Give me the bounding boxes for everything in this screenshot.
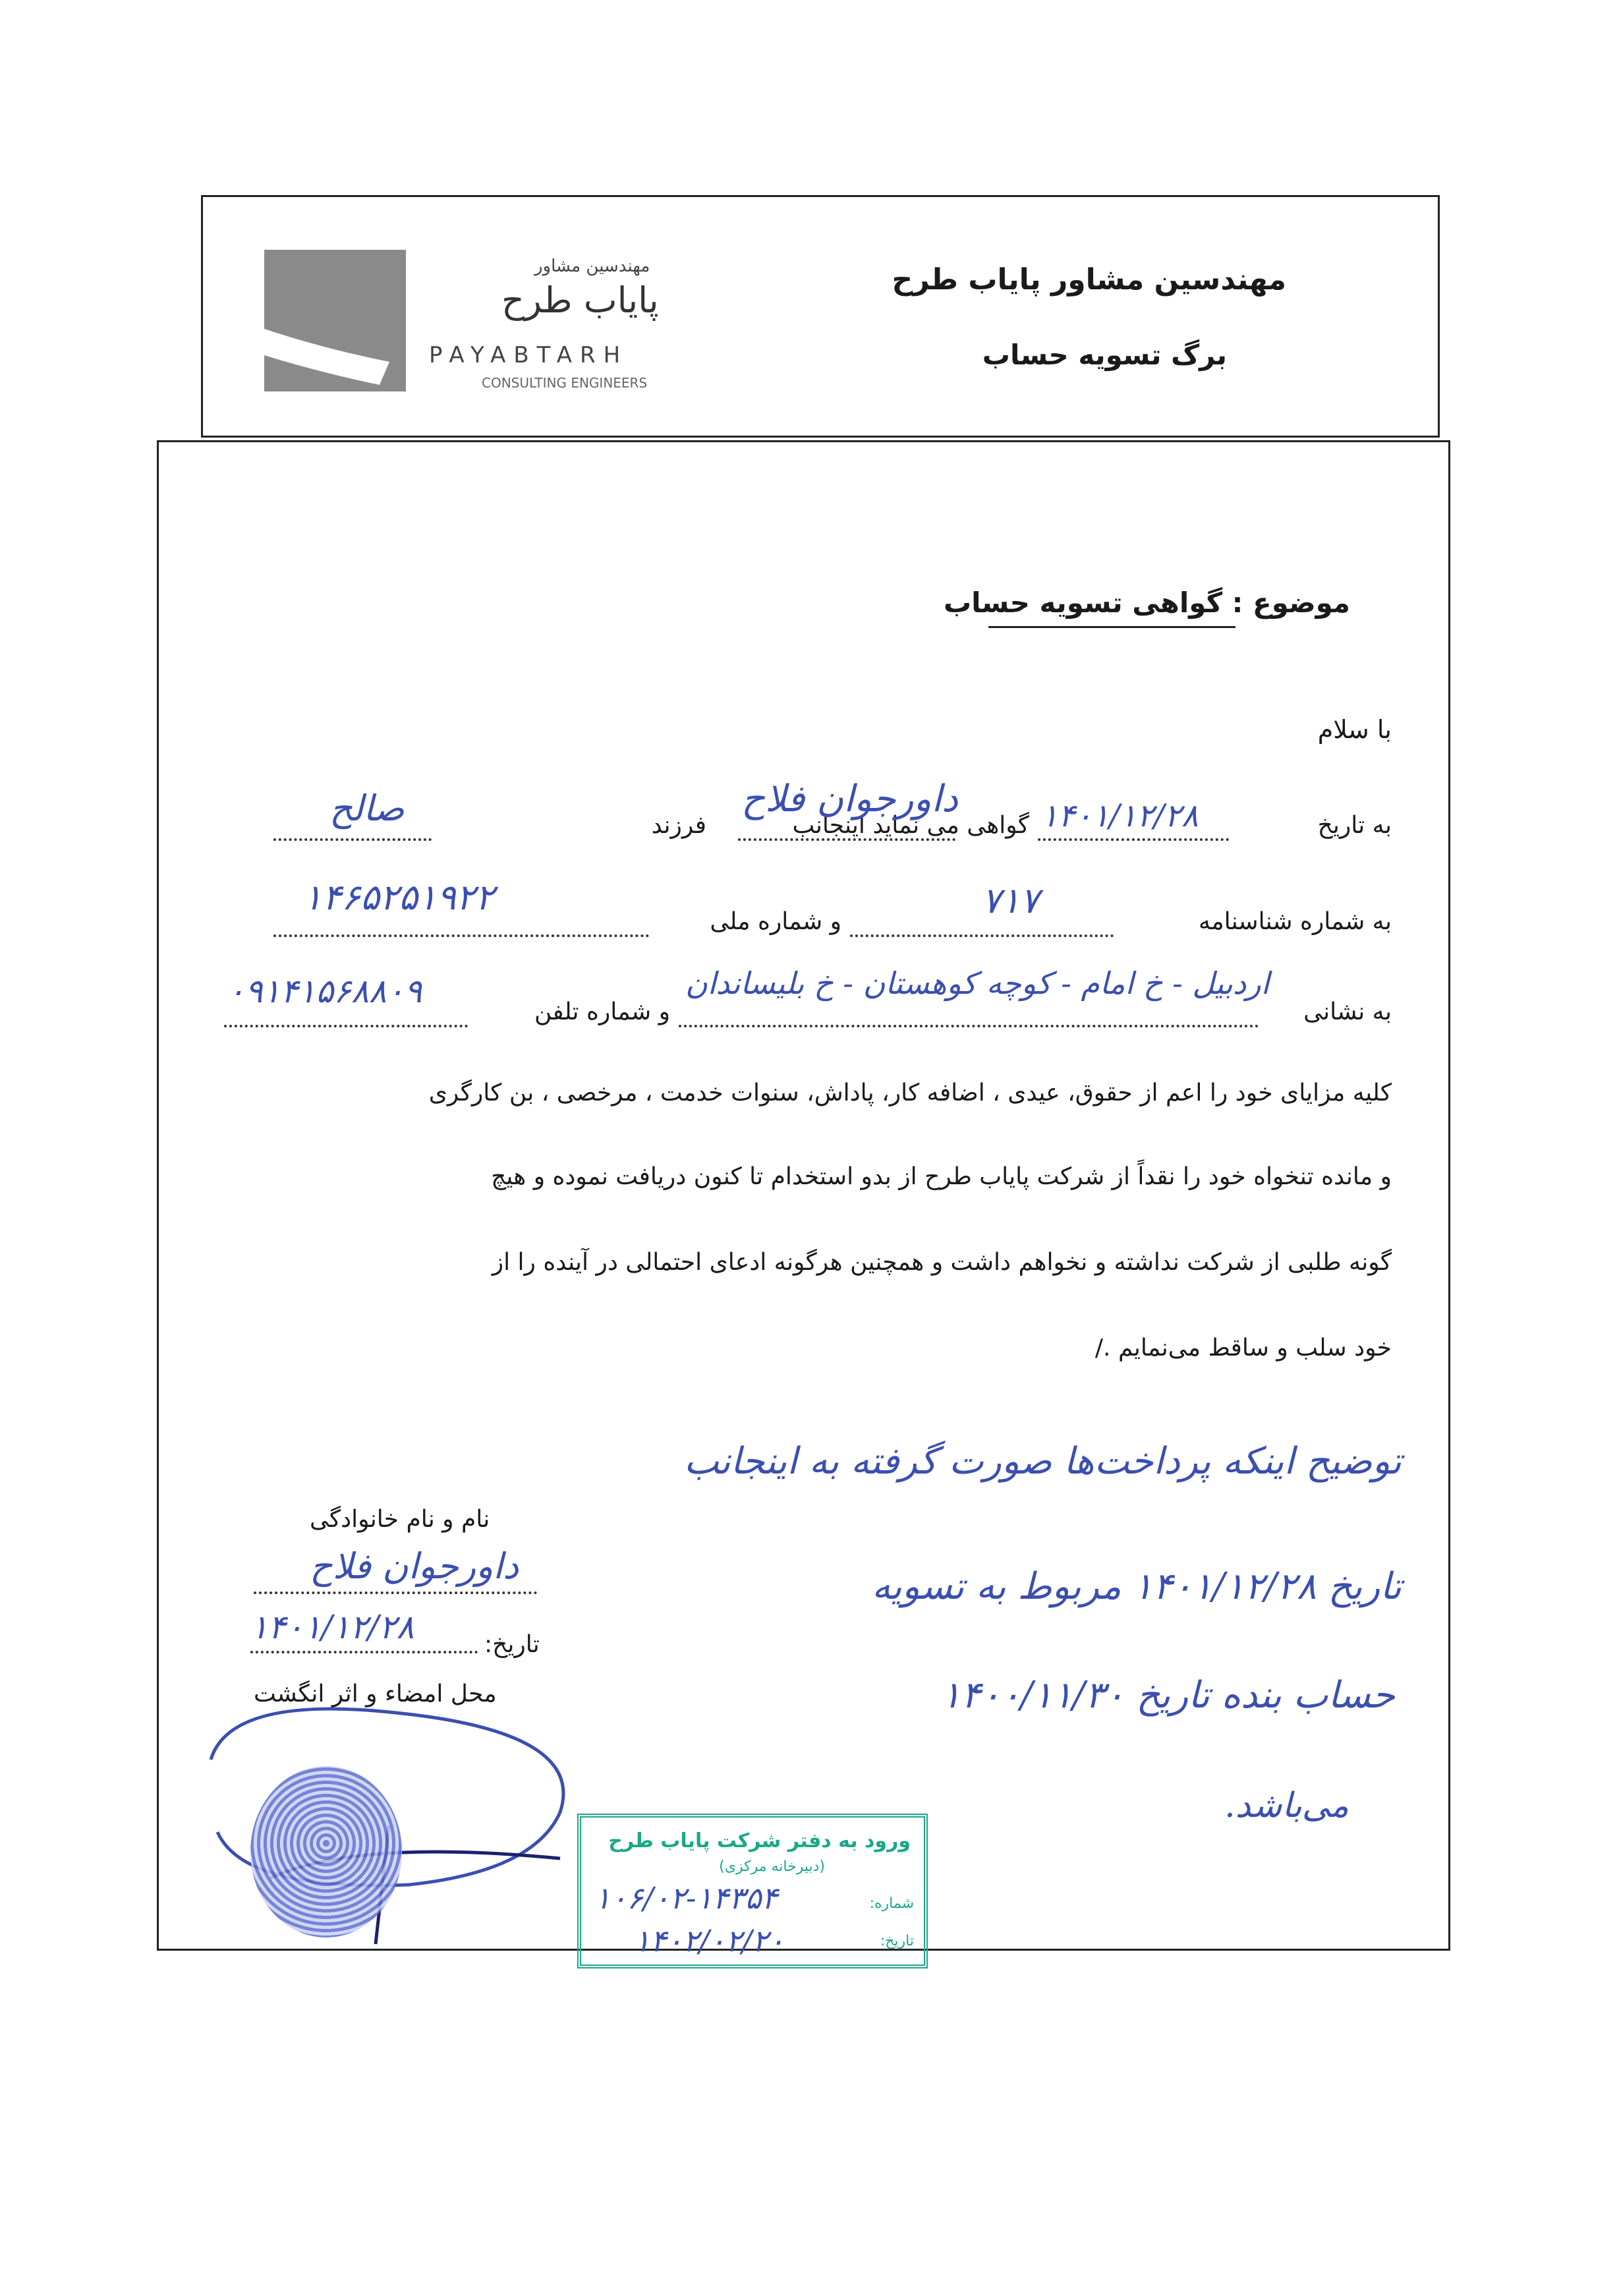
line2-national-value: ۱۴۶۵۲۵۱۹۲۲ <box>303 876 495 918</box>
line2-prefix: به شماره شناسنامه <box>1199 908 1392 935</box>
fingerprint-icon <box>250 1766 402 1937</box>
line2-id-field <box>850 934 1114 937</box>
stamp-subtitle: (دبیرخانه مرکزی) <box>719 1858 825 1875</box>
line3-address-value: اردبیل - خ امام - کوچه کوهستان - خ بلیساندان <box>685 965 1270 1001</box>
note-line-1: توضیح اینکه پرداخت‌ها صورت گرفته به اینجانب <box>683 1440 1402 1483</box>
stamp-title: ورود به دفتر شرکت پایاب طرح <box>608 1829 911 1852</box>
header-box <box>201 195 1440 438</box>
para-line-3: گونه طلبی از شرکت نداشته و نخواهم داشت و همچنین هرگونه ادعای احتمالی در آینده را از <box>492 1249 1392 1276</box>
greeting: با سلام <box>1317 715 1392 744</box>
sign-name-field <box>254 1592 537 1594</box>
line1-father-value: صالح <box>329 788 405 829</box>
sign-date-field <box>250 1651 478 1653</box>
line1-middle: گواهی می نماید اینجانب <box>792 812 1029 839</box>
line1-child-of: فرزند <box>651 812 706 839</box>
line1-name-field <box>738 838 955 841</box>
sign-place-label: محل امضاء و اثر انگشت <box>254 1680 497 1708</box>
line3-middle: و شماره تلفن <box>534 998 670 1025</box>
line3-address-field <box>679 1025 1259 1027</box>
note-line-4: می‌باشد. <box>1224 1786 1349 1825</box>
line1-date-value: ۱۴۰۱/۱۲/۲۸ <box>1041 797 1199 834</box>
line2-id-value: ۷۱۷ <box>982 880 1040 921</box>
line1-date-field <box>1038 838 1229 841</box>
stamp-number-value: ۱۰۶/۰۲-۱۴۳۵۴ <box>594 1880 778 1916</box>
line2-middle: و شماره ملی <box>710 908 841 935</box>
sign-name-value: داورجوان فلاح <box>310 1545 519 1587</box>
sign-date-label: تاریخ: <box>484 1631 540 1658</box>
sign-date-value: ۱۴۰۱/۱۲/۲۸ <box>250 1608 414 1646</box>
para-line-1: کلیه مزایای خود را اعم از حقوق، عیدی ، اضافه کار، پاداش، سنوات خدمت ، مرخصی ، بن کارگری <box>428 1079 1392 1106</box>
line3-phone-field <box>224 1025 468 1027</box>
subject-underline <box>988 626 1236 628</box>
company-logo <box>264 250 739 401</box>
logo-en-name: PAYABTARH <box>429 342 629 368</box>
logo-en-sub: CONSULTING ENGINEERS <box>482 375 648 391</box>
stamp-date-value: ۱۴۰۲/۰۲/۲۰ <box>634 1923 785 1959</box>
logo-fa-name: پایاب طرح <box>501 279 659 321</box>
form-title: برگ تسویه حساب <box>982 339 1227 371</box>
sign-name-label: نام و نام خانوادگی <box>310 1506 490 1533</box>
line3-phone-value: ۰۹۱۴۱۵۶۸۸۰۹ <box>227 972 422 1010</box>
stamp-number-label: شماره: <box>869 1895 914 1912</box>
para-line-4: خود سلب و ساقط می‌نمایم ./ <box>1094 1335 1392 1362</box>
stamp-date-label: تاریخ: <box>880 1933 914 1949</box>
line1-father-field <box>273 838 432 841</box>
line1-prefix: به تاریخ <box>1317 812 1392 839</box>
subject-line: موضوع : گواهی تسویه حساب <box>943 587 1350 619</box>
line3-prefix: به نشانی <box>1303 998 1392 1025</box>
logo-mark-icon <box>264 250 406 391</box>
note-line-3: حساب بنده تاریخ ۱۴۰۰/۱۱/۳۰ <box>941 1674 1395 1717</box>
note-line-2: تاریخ ۱۴۰۱/۱۲/۲۸ مربوط به تسویه <box>872 1565 1402 1608</box>
office-stamp <box>577 1814 928 1968</box>
line1-name-value: داورجوان فلاح <box>741 778 958 820</box>
para-line-2: و مانده تنخواه خود را نقداً از شرکت پایاب طرح از بدو استخدام تا کنون دریافت نموده و هیچ <box>491 1163 1392 1190</box>
logo-fa-small: مهندسین مشاور <box>534 256 650 276</box>
line2-national-field <box>273 934 649 937</box>
company-title: مهندسین مشاور پایاب طرح <box>892 263 1286 297</box>
